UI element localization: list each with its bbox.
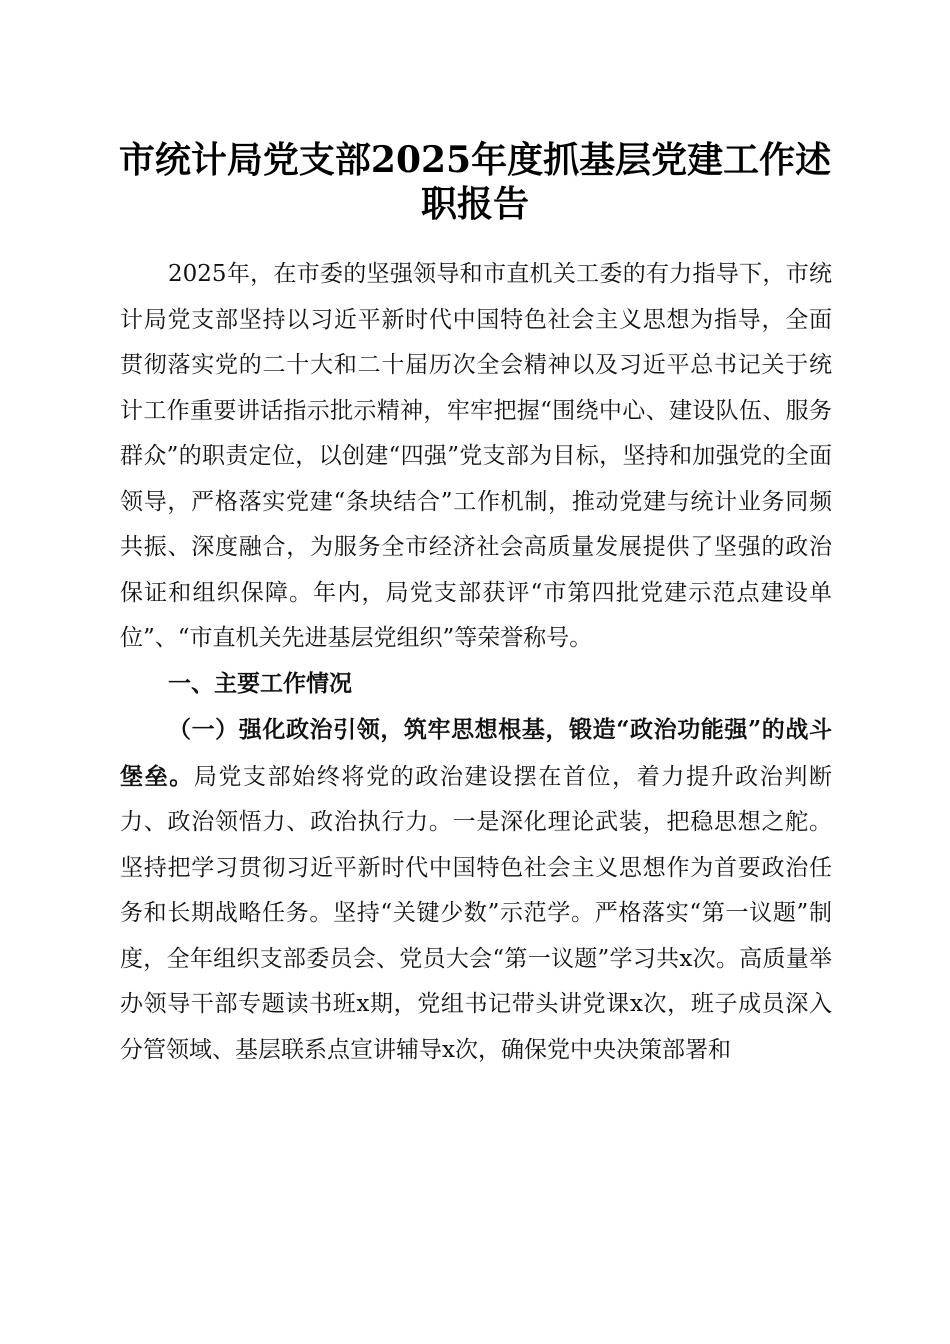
document-body xyxy=(120,252,832,1073)
section-heading: 一、主要工作情况 xyxy=(168,670,352,697)
subsection-paragraph xyxy=(120,707,832,1073)
intro-paragraph: 2025年，在市委的坚强领导和市直机关工委的有力指导下，市统计局党支部坚持以习近平新时代中国特色社会主义思想为指导，全面贯彻落实党的二十大和二十届历次全会精神以及习近平总书记关于统计工作重要讲话指示批示精神，牢牢把握“围绕中心、建设队伍、服务群众”的职责定位，以创建“四强”党支部为目标，坚持和加强党的全面领导，严格落实党建“条块结合”工作机制，推动党建与统计业务同频共振、深度融合，为服务全市经济社会高质量发展提供了坚强的政治保证和组织保障。年内，局党支部获评“市第四批党建示范点建设单位”、“市直机关先进基层党组织”等荣誉称号。 xyxy=(120,261,832,651)
subsection-body: 局党支部始终将党的政治建设摆在首位，着力提升政治判断力、政治领悟力、政治执行力。一是深化理论武装，把稳思想之舵。坚持把学习贯彻习近平新时代中国特色社会主义思想作为首要政治任务和长期战略任务。坚持“关键少数”示范学。严格落实“第一议题”制度，全年组织支部委员会、党员大会“第一议题”学习共x次。高质量举办领导干部专题读书班x期，党组书记带头讲党课x次，班子成员深入分管领域、基层联系点宣讲辅导x次，确保党中央决策部署和 xyxy=(120,763,833,1063)
subsection-heading: （一）强化政治引领，筑牢思想根基，锻造“政治功能强”的战斗堡垒。 xyxy=(120,716,832,790)
document-title: 市统计局党支部2025年度抓基层党建工作述职报告 xyxy=(118,139,832,225)
